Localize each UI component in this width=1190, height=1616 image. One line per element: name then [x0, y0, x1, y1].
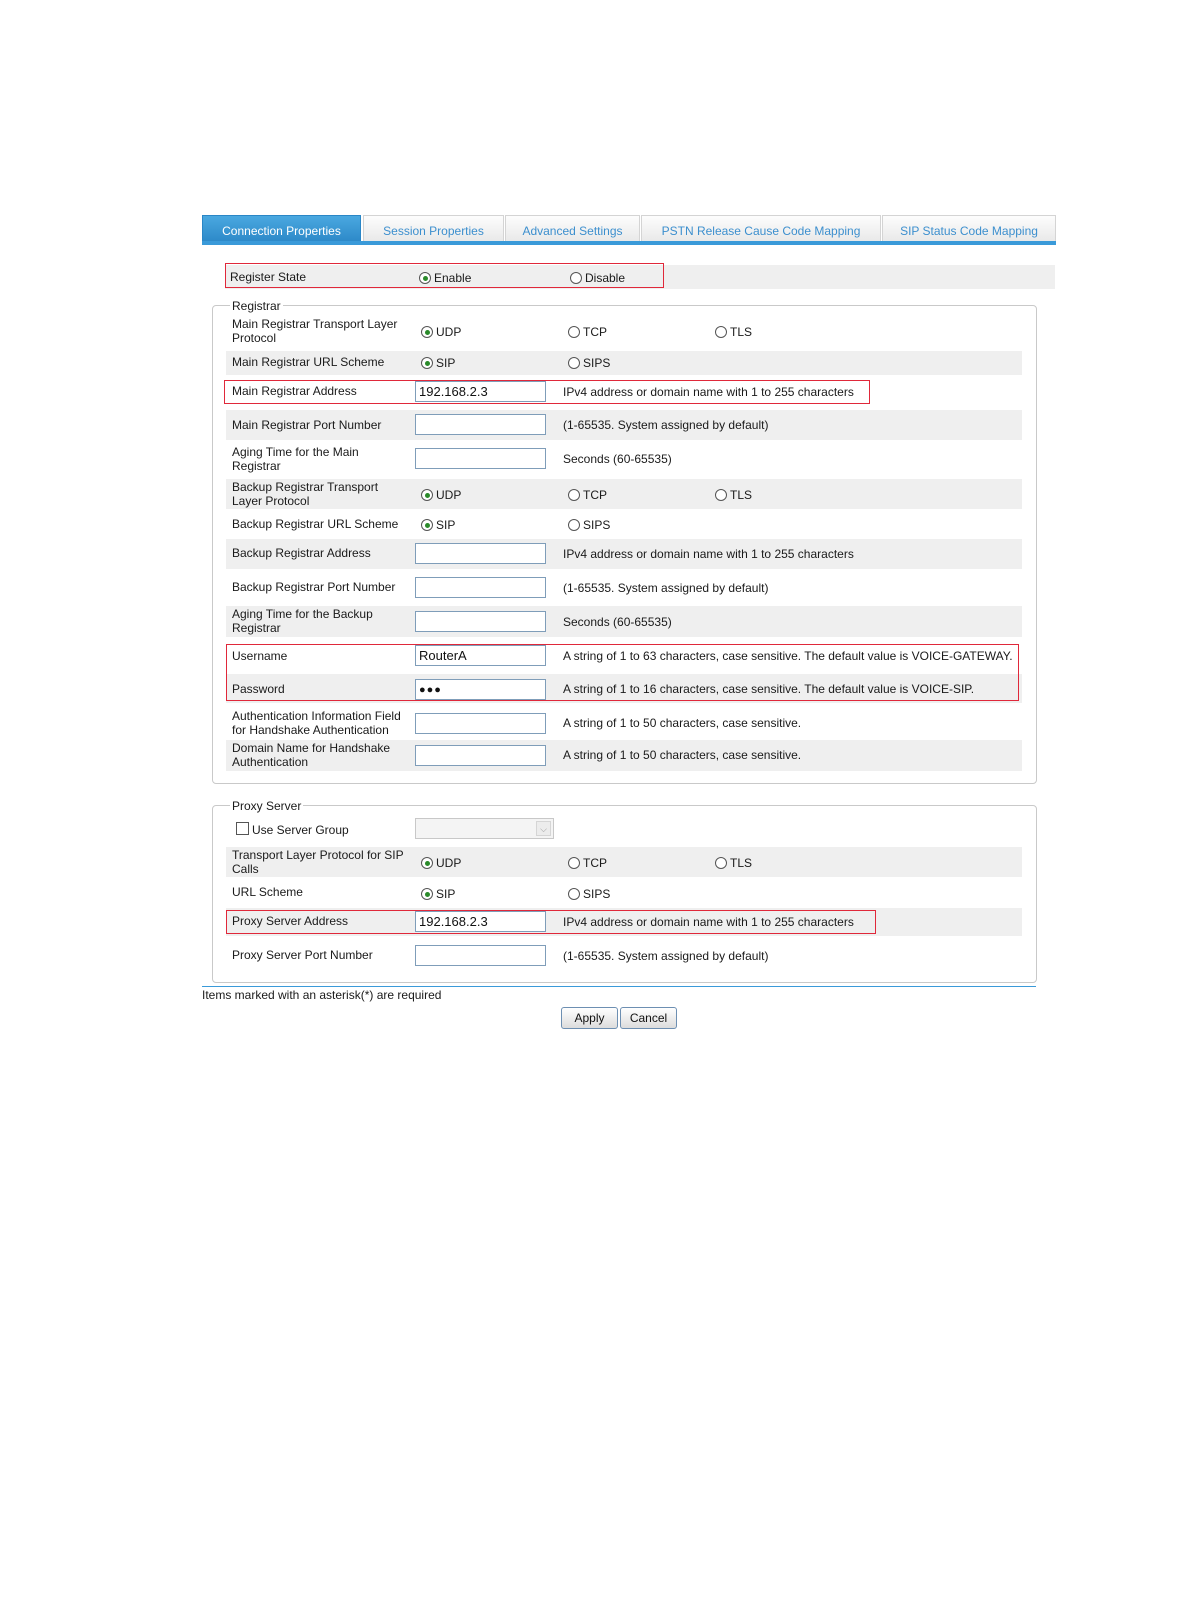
radio-label: TCP: [583, 325, 607, 339]
backup-address-help: IPv4 address or domain name with 1 to 255 characters: [563, 547, 854, 561]
proxy-port-help: (1-65535. System assigned by default): [563, 949, 769, 963]
tab-pstn-release-cause[interactable]: PSTN Release Cause Code Mapping: [641, 215, 881, 242]
radio-selected-icon: [421, 519, 433, 531]
backup-aging-input[interactable]: [415, 611, 546, 632]
radio-selected-icon: [421, 326, 433, 338]
auth-info-help: A string of 1 to 50 characters, case sensitive.: [563, 716, 802, 730]
domain-name-help: A string of 1 to 50 characters, case sensitive.: [563, 748, 802, 762]
domain-name-label: Domain Name for Handshake Authentication: [232, 741, 391, 769]
proxy-port-input[interactable]: [415, 945, 546, 966]
proxy-transport-tcp-radio[interactable]: [568, 856, 607, 870]
backup-port-label: Backup Registrar Port Number: [232, 580, 396, 594]
proxy-port-label: Proxy Server Port Number: [232, 948, 373, 962]
radio-label: Disable: [585, 271, 626, 285]
required-note: Items marked with an asterisk(*) are required: [202, 988, 442, 1002]
radio-unselected-icon: [570, 272, 582, 284]
proxy-url-sip-radio[interactable]: [421, 887, 455, 901]
radio-label: TCP: [583, 856, 607, 870]
auth-info-input[interactable]: [415, 713, 546, 734]
radio-selected-icon: [419, 272, 431, 284]
radio-unselected-icon: [715, 857, 727, 869]
backup-address-label: Backup Registrar Address: [232, 546, 371, 560]
password-help: A string of 1 to 16 characters, case sensitive. The default value is VOICE-SIP.: [563, 682, 975, 696]
main-url-sip-radio[interactable]: [421, 356, 455, 370]
backup-address-input[interactable]: [415, 543, 546, 564]
use-server-group-label: Use Server Group: [252, 823, 349, 837]
radio-label: TLS: [730, 325, 753, 339]
proxy-url-label: URL Scheme: [232, 885, 303, 899]
radio-selected-icon: [421, 357, 433, 369]
use-server-group-checkbox[interactable]: [236, 822, 249, 835]
main-port-label: Main Registrar Port Number: [232, 418, 382, 432]
register-enable-radio[interactable]: [419, 271, 471, 285]
proxy-address-help: IPv4 address or domain name with 1 to 255 characters: [563, 915, 854, 929]
tab-session-properties[interactable]: Session Properties: [363, 215, 504, 242]
main-transport-label: Main Registrar Transport Layer Protocol: [232, 317, 398, 345]
radio-label: SIPS: [583, 887, 611, 901]
register-state-row: [225, 265, 1055, 289]
proxy-url-sips-radio[interactable]: [568, 887, 610, 901]
radio-label: TLS: [730, 488, 753, 502]
main-transport-tcp-radio[interactable]: [568, 325, 607, 339]
radio-label: TLS: [730, 856, 753, 870]
radio-unselected-icon: [568, 326, 580, 338]
main-url-sips-radio[interactable]: [568, 356, 610, 370]
apply-button[interactable]: Apply: [561, 1007, 618, 1029]
proxy-transport-tls-radio[interactable]: [715, 856, 752, 870]
backup-transport-tcp-radio[interactable]: [568, 488, 607, 502]
backup-port-input[interactable]: [415, 577, 546, 598]
password-input[interactable]: [415, 679, 546, 700]
radio-unselected-icon: [715, 326, 727, 338]
username-label: Username: [232, 649, 288, 663]
radio-selected-icon: [421, 888, 433, 900]
proxy-transport-label: Transport Layer Protocol for SIP Calls: [232, 848, 404, 876]
radio-label: SIPS: [583, 518, 611, 532]
main-address-label: Main Registrar Address: [232, 384, 357, 398]
main-url-label: Main Registrar URL Scheme: [232, 355, 385, 369]
main-transport-udp-radio[interactable]: [421, 325, 461, 339]
radio-unselected-icon: [715, 489, 727, 501]
radio-selected-icon: [421, 489, 433, 501]
chevron-down-icon: ⌵: [536, 821, 551, 836]
main-port-input[interactable]: [415, 414, 546, 435]
main-address-input[interactable]: [415, 381, 546, 402]
username-help: A string of 1 to 63 characters, case sensitive. The default value is VOICE-GATEWAY.: [563, 649, 1013, 663]
proxy-legend: Proxy Server: [232, 799, 302, 813]
radio-label: TCP: [583, 488, 607, 502]
main-aging-help: Seconds (60-65535): [563, 452, 672, 466]
tab-sip-status-code[interactable]: SIP Status Code Mapping: [882, 215, 1056, 242]
radio-unselected-icon: [568, 489, 580, 501]
radio-unselected-icon: [568, 519, 580, 531]
backup-port-help: (1-65535. System assigned by default): [563, 581, 769, 595]
main-address-help: IPv4 address or domain name with 1 to 255 characters: [563, 385, 854, 399]
username-input[interactable]: [415, 645, 546, 666]
proxy-transport-udp-radio[interactable]: [421, 856, 461, 870]
register-state-label: Register State: [230, 270, 307, 284]
main-transport-tls-radio[interactable]: [715, 325, 752, 339]
backup-url-sips-radio[interactable]: [568, 518, 610, 532]
register-disable-radio[interactable]: [570, 271, 625, 285]
registrar-legend: Registrar: [232, 299, 281, 313]
main-port-help: (1-65535. System assigned by default): [563, 418, 769, 432]
proxy-address-label: Proxy Server Address: [232, 914, 349, 928]
radio-unselected-icon: [568, 357, 580, 369]
main-aging-label: Aging Time for the Main Registrar: [232, 445, 359, 473]
radio-selected-icon: [421, 857, 433, 869]
cancel-button[interactable]: Cancel: [620, 1007, 677, 1029]
radio-label: SIPS: [583, 356, 611, 370]
radio-label: UDP: [436, 856, 462, 870]
radio-label: UDP: [436, 325, 462, 339]
backup-url-label: Backup Registrar URL Scheme: [232, 517, 399, 531]
backup-url-sip-radio[interactable]: [421, 518, 455, 532]
radio-unselected-icon: [568, 857, 580, 869]
radio-label: SIP: [436, 356, 456, 370]
main-aging-input[interactable]: [415, 448, 546, 469]
password-label: Password: [232, 682, 285, 696]
radio-label: Enable: [434, 271, 472, 285]
backup-aging-label: Aging Time for the Backup Registrar: [232, 607, 373, 635]
backup-transport-label: Backup Registrar Transport Layer Protocol: [232, 480, 379, 508]
backup-transport-tls-radio[interactable]: [715, 488, 752, 502]
radio-label: SIP: [436, 887, 456, 901]
radio-label: UDP: [436, 488, 462, 502]
domain-name-input[interactable]: [415, 745, 546, 766]
tab-connection-properties[interactable]: Connection Properties: [202, 215, 361, 244]
backup-aging-help: Seconds (60-65535): [563, 615, 672, 629]
proxy-address-input[interactable]: [415, 911, 546, 932]
footer-divider: [202, 986, 1036, 987]
backup-transport-udp-radio[interactable]: [421, 488, 461, 502]
tab-advanced-settings[interactable]: Advanced Settings: [505, 215, 640, 242]
radio-unselected-icon: [568, 888, 580, 900]
auth-info-label: Authentication Information Field for Handshake Authentication: [232, 709, 401, 737]
radio-label: SIP: [436, 518, 456, 532]
server-group-select[interactable]: [415, 818, 554, 839]
tab-underline: [202, 241, 1056, 245]
